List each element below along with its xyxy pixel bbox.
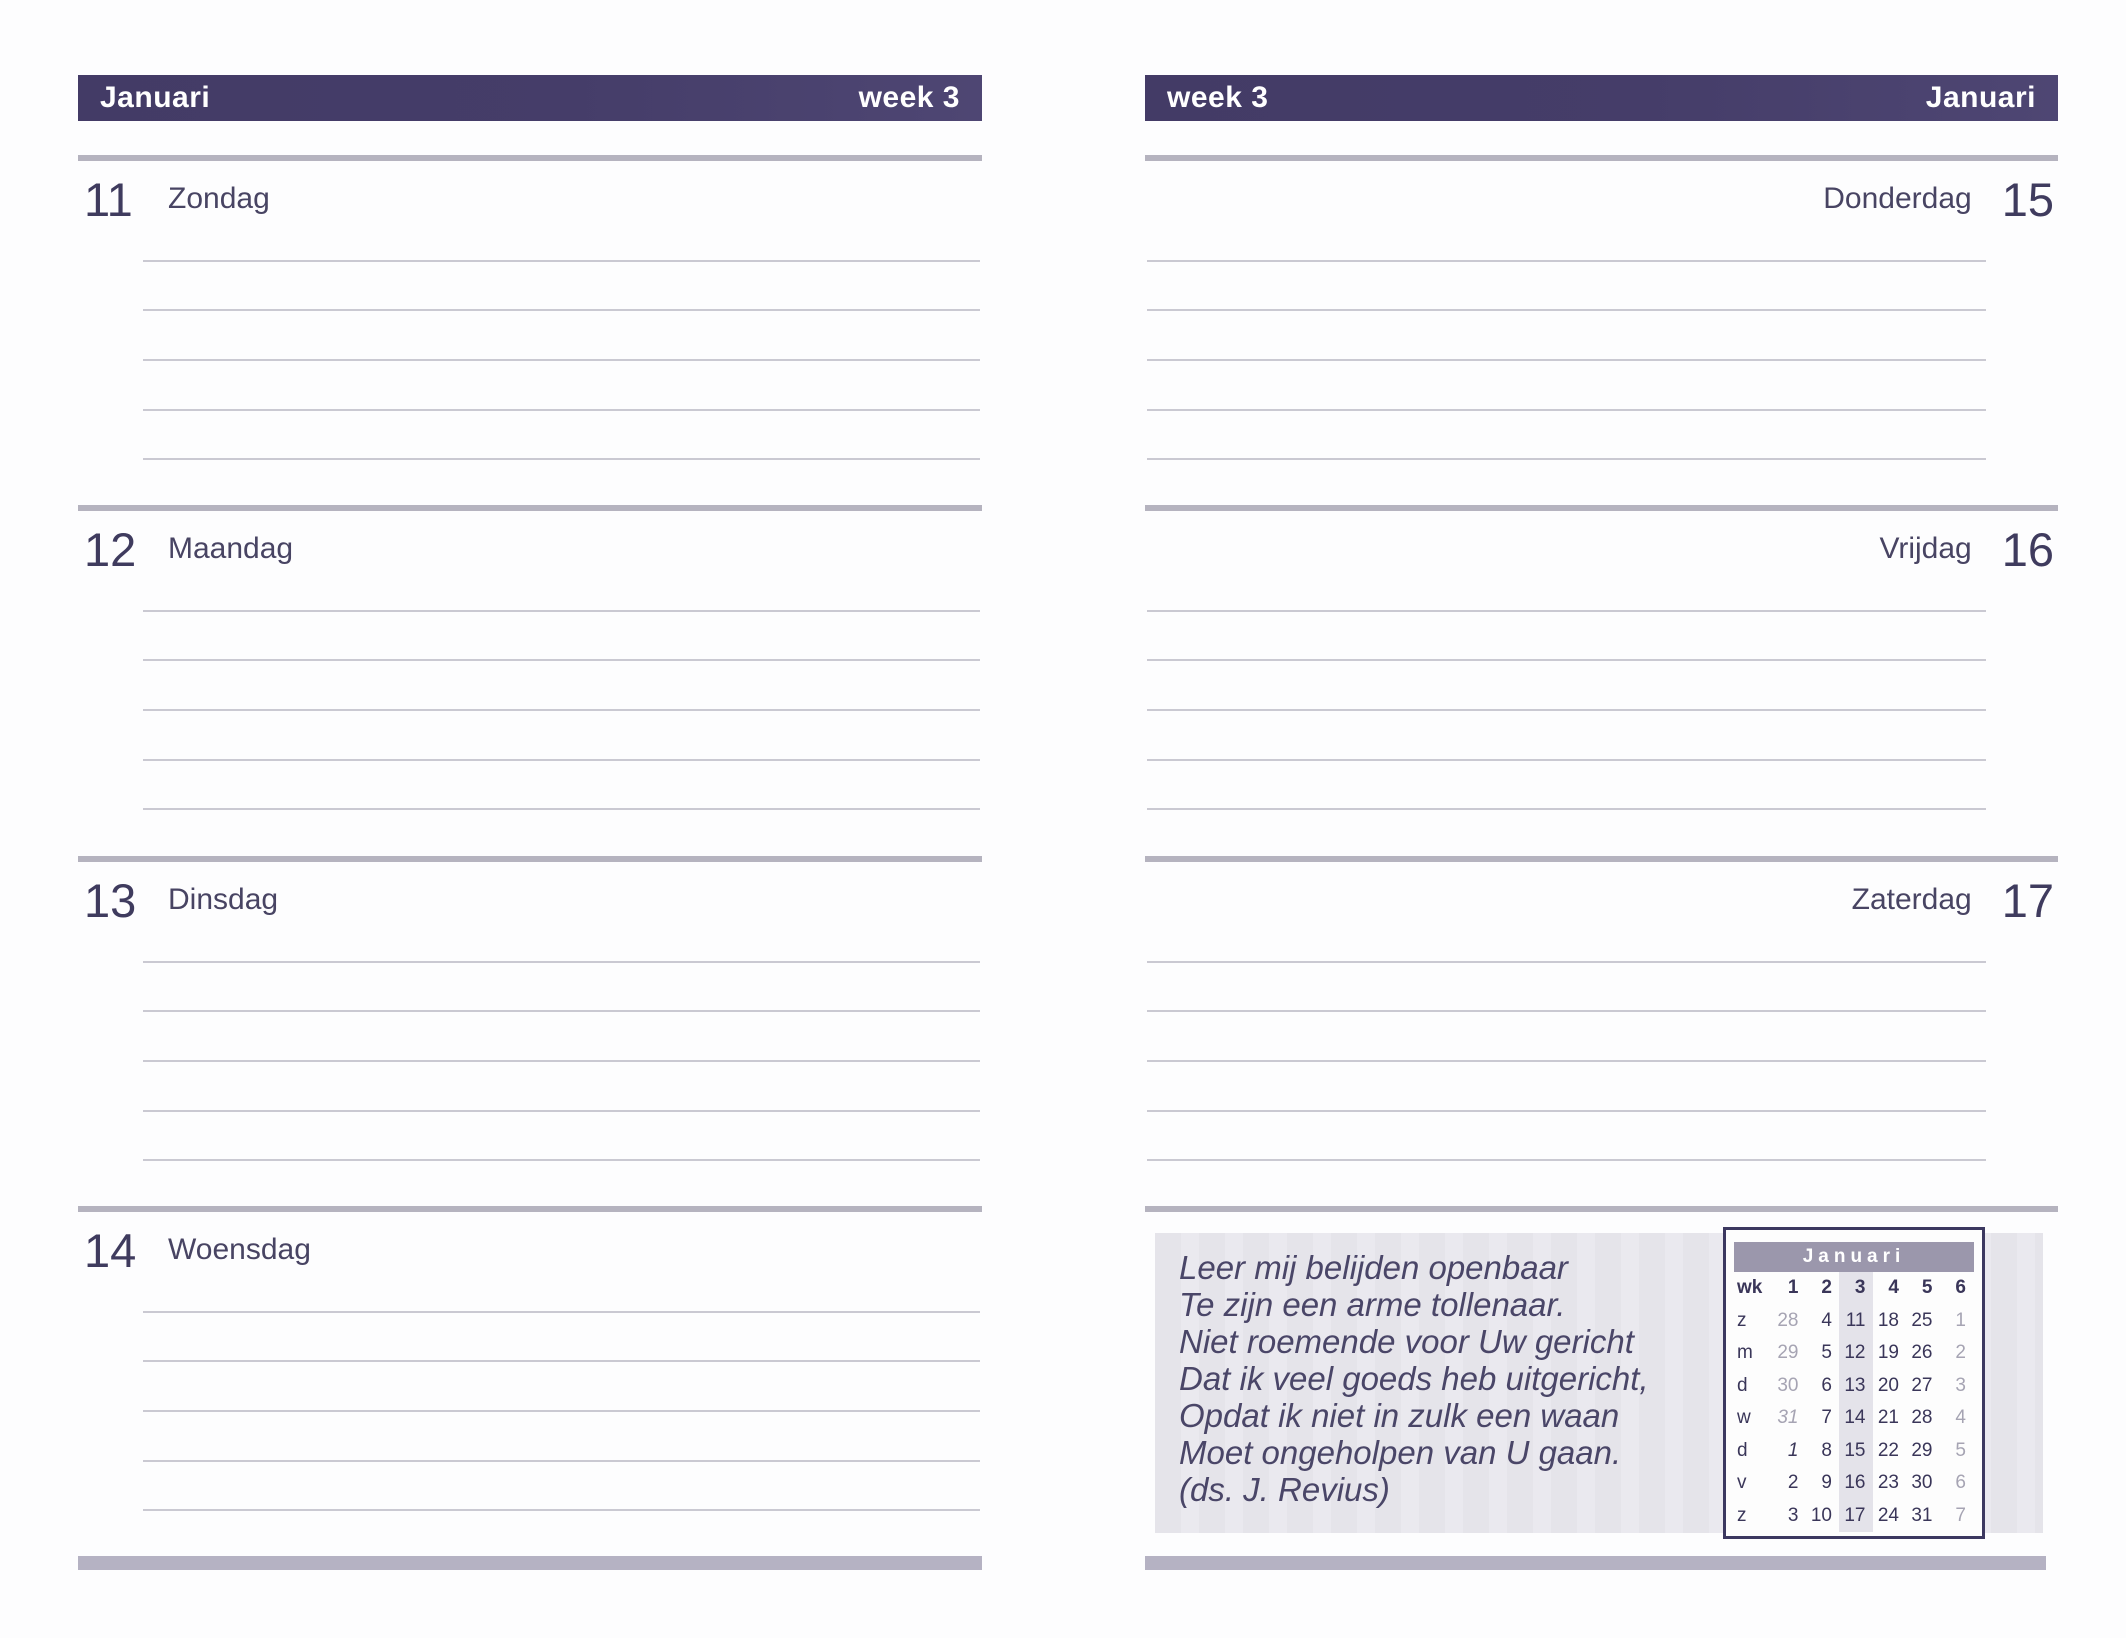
day-number: 12 <box>84 522 137 576</box>
cal-day-label: z <box>1737 1309 1747 1331</box>
cal-date: 1 <box>1955 1309 1966 1331</box>
cal-header-week: 5 <box>1921 1277 1933 1299</box>
right-week-label: week 3 <box>1167 81 1269 114</box>
cal-date: 24 <box>1877 1504 1899 1526</box>
day-number: 15 <box>2001 172 2054 226</box>
ruled-line <box>1147 1110 1986 1112</box>
ruled-line <box>1147 961 1986 963</box>
right-month-label: Januari <box>1925 81 2036 114</box>
cal-date: 23 <box>1877 1472 1899 1494</box>
ruled-line <box>1147 659 1986 661</box>
cal-date: 11 <box>1839 1305 1873 1338</box>
cal-date: 29 <box>1911 1439 1933 1461</box>
day-label-14 <box>84 1221 311 1279</box>
day-label-17 <box>1852 871 2054 929</box>
ruled-line <box>1147 309 1986 311</box>
day-name: Vrijdag <box>1879 532 1972 565</box>
cal-date: 28 <box>1777 1309 1799 1331</box>
cal-day-label: w <box>1737 1407 1751 1429</box>
ruled-line <box>1147 610 1986 612</box>
cal-date: 17 <box>1839 1500 1873 1533</box>
ruled-line <box>143 1010 980 1012</box>
quote-line: Moet ongeholpen van U gaan. <box>1179 1434 1622 1471</box>
ruled-line <box>143 1410 980 1412</box>
ruled-line <box>1147 1060 1986 1062</box>
day-separator <box>78 505 982 511</box>
ruled-line <box>143 409 980 411</box>
day-label-15 <box>1823 170 2054 228</box>
day-name: Zondag <box>168 182 270 215</box>
cal-date-holiday: 1 <box>1787 1439 1799 1461</box>
day-number: 11 <box>84 172 133 226</box>
cal-date: 6 <box>1955 1472 1966 1494</box>
ruled-line <box>143 1060 980 1062</box>
cal-date: 26 <box>1911 1342 1933 1364</box>
cal-date: 2 <box>1955 1342 1966 1364</box>
cal-day-label: d <box>1737 1374 1748 1396</box>
cal-day-label: z <box>1737 1504 1747 1526</box>
day-name: Dinsdag <box>168 883 279 916</box>
cal-date: 31 <box>1777 1407 1799 1429</box>
cal-date: 27 <box>1911 1374 1933 1396</box>
day-label-11 <box>84 170 270 228</box>
ruled-line <box>143 610 980 612</box>
cal-header-week: 4 <box>1888 1277 1899 1299</box>
quote-section <box>1155 1233 2043 1533</box>
cal-date: 13 <box>1839 1370 1873 1403</box>
day-separator <box>78 856 982 862</box>
ruled-line <box>143 309 980 311</box>
cal-date: 30 <box>1911 1472 1933 1494</box>
cal-date: 14 <box>1839 1402 1873 1435</box>
quote-line: Opdat ik niet in zulk een waan <box>1179 1397 1620 1434</box>
ruled-line <box>143 359 980 361</box>
day-name: Maandag <box>168 532 294 565</box>
day-name: Woensdag <box>168 1233 311 1266</box>
cal-header-week: 1 <box>1787 1277 1799 1299</box>
ruled-line <box>1147 1010 1986 1012</box>
cal-header-week-current: 3 <box>1839 1272 1873 1305</box>
day-separator <box>1145 505 2058 511</box>
mini-calendar-grid <box>1734 1272 1974 1532</box>
ruled-line <box>143 1509 980 1511</box>
ruled-line <box>1147 709 1986 711</box>
day-separator <box>1145 856 2058 862</box>
cal-date: 3 <box>1787 1504 1799 1526</box>
cal-header-week: 2 <box>1821 1277 1832 1299</box>
ruled-line <box>143 458 980 460</box>
mini-calendar <box>1723 1227 1985 1539</box>
cal-date: 4 <box>1821 1309 1832 1331</box>
cal-date: 4 <box>1955 1407 1966 1429</box>
cal-date: 25 <box>1911 1309 1933 1331</box>
mini-calendar-title: Januari <box>1734 1242 1974 1272</box>
ruled-line <box>143 1110 980 1112</box>
day-name: Zaterdag <box>1851 883 1972 916</box>
day-name: Donderdag <box>1823 182 1972 215</box>
cal-date: 9 <box>1821 1472 1832 1494</box>
ruled-line <box>143 709 980 711</box>
left-month-label: Januari <box>100 81 211 114</box>
ruled-line <box>143 1360 980 1362</box>
cal-date: 30 <box>1777 1374 1799 1396</box>
quote-line: Te zijn een arme tollenaar. <box>1179 1286 1566 1323</box>
day-label-12 <box>84 520 293 578</box>
cal-date: 16 <box>1839 1467 1873 1500</box>
cal-date: 5 <box>1955 1439 1966 1461</box>
ruled-line <box>143 1311 980 1313</box>
ruled-line <box>1147 458 1986 460</box>
cal-date: 31 <box>1911 1504 1933 1526</box>
day-number: 17 <box>2001 873 2054 927</box>
cal-date: 7 <box>1955 1504 1966 1526</box>
day-separator <box>1145 155 2058 161</box>
ruled-line <box>143 759 980 761</box>
day-separator <box>1145 1206 2058 1212</box>
cal-date: 15 <box>1839 1435 1873 1468</box>
ruled-line <box>143 1159 980 1161</box>
bottom-bar <box>78 1556 982 1570</box>
cal-date: 22 <box>1877 1439 1899 1461</box>
bottom-bar <box>1145 1556 2046 1570</box>
day-number: 14 <box>84 1223 137 1277</box>
cal-date: 19 <box>1877 1342 1899 1364</box>
ruled-line <box>1147 359 1986 361</box>
cal-date: 3 <box>1955 1374 1966 1396</box>
ruled-line <box>1147 759 1986 761</box>
cal-date: 10 <box>1810 1504 1832 1526</box>
cal-date: 2 <box>1787 1472 1799 1494</box>
cal-date: 6 <box>1821 1374 1832 1396</box>
ruled-line <box>1147 409 1986 411</box>
cal-date: 12 <box>1839 1337 1873 1370</box>
right-header-bar <box>1145 75 2058 121</box>
left-header-bar <box>78 75 982 121</box>
cal-date: 5 <box>1821 1342 1832 1364</box>
ruled-line <box>1147 260 1986 262</box>
cal-date: 29 <box>1777 1342 1799 1364</box>
quote-line: Dat ik veel goeds heb uitgericht, <box>1179 1360 1649 1397</box>
cal-date: 8 <box>1821 1439 1832 1461</box>
ruled-line <box>143 659 980 661</box>
cal-day-label: d <box>1737 1439 1748 1461</box>
cal-day-label: v <box>1737 1472 1747 1494</box>
cal-date: 7 <box>1821 1407 1832 1429</box>
day-number: 16 <box>2001 522 2054 576</box>
cal-header-wk: wk <box>1737 1277 1763 1299</box>
day-label-13 <box>84 871 278 929</box>
day-label-16 <box>1879 520 2054 578</box>
ruled-line <box>143 808 980 810</box>
left-week-label: week 3 <box>858 81 960 114</box>
quote-line: Leer mij belijden openbaar <box>1179 1249 1568 1286</box>
ruled-line <box>1147 1159 1986 1161</box>
day-separator <box>78 1206 982 1212</box>
ruled-line <box>143 260 980 262</box>
quote-line: Niet roemende voor Uw gericht <box>1179 1323 1634 1360</box>
day-separator <box>78 155 982 161</box>
page-left <box>78 75 982 1584</box>
ruled-line <box>143 961 980 963</box>
cal-date: 18 <box>1877 1309 1899 1331</box>
cal-date: 21 <box>1877 1407 1899 1429</box>
cal-header-week: 6 <box>1955 1277 1966 1299</box>
cal-date: 20 <box>1877 1374 1899 1396</box>
day-number: 13 <box>84 873 137 927</box>
page-right <box>1145 75 2058 1584</box>
cal-date: 28 <box>1911 1407 1933 1429</box>
ruled-line <box>143 1460 980 1462</box>
cal-day-label: m <box>1737 1342 1753 1364</box>
quote-attribution: (ds. J. Revius) <box>1179 1471 1390 1508</box>
ruled-line <box>1147 808 1986 810</box>
